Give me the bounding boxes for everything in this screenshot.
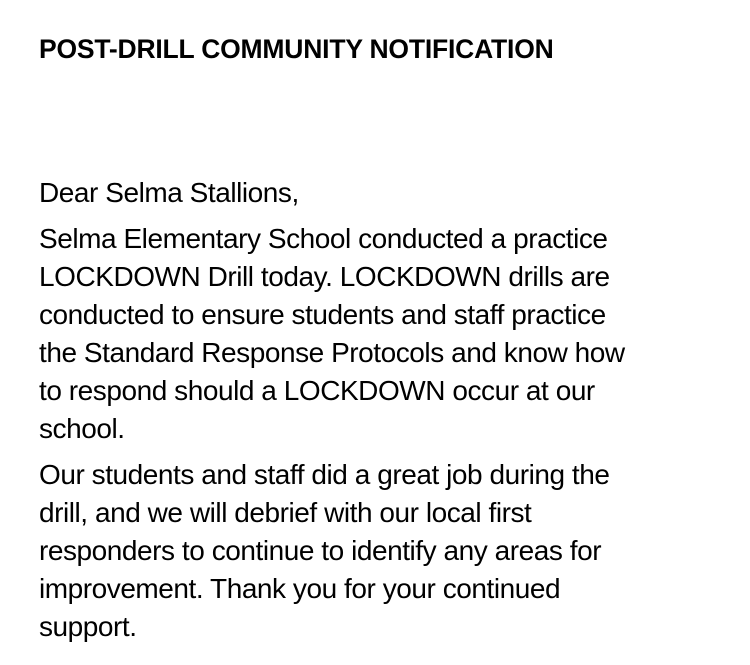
text-line: conducted to ensure students and staff practice bbox=[39, 299, 606, 330]
text-line: support. bbox=[39, 611, 137, 642]
text-line: LOCKDOWN Drill today. LOCKDOWN drills are bbox=[39, 261, 610, 292]
text-line: drill, and we will debrief with our local first bbox=[39, 497, 532, 528]
text-line: responders to continue to identify any areas for bbox=[39, 535, 602, 566]
text-line: Selma Elementary School conducted a practice bbox=[39, 223, 608, 254]
paragraph-thank-you bbox=[39, 456, 739, 646]
greeting bbox=[39, 174, 739, 212]
text-line: improvement. Thank you for your continued bbox=[39, 573, 561, 604]
document-body bbox=[39, 174, 739, 654]
text-line: Our students and staff did a great job during the bbox=[39, 459, 610, 490]
text-line: the Standard Response Protocols and know how bbox=[39, 337, 625, 368]
document-title: POST-DRILL COMMUNITY NOTIFICATION bbox=[39, 34, 554, 64]
greeting-line: Dear Selma Stallions, bbox=[39, 177, 299, 208]
text-line: to respond should a LOCKDOWN occur at our bbox=[39, 375, 595, 406]
paragraph-drill-info bbox=[39, 220, 739, 448]
text-line: school. bbox=[39, 413, 125, 444]
